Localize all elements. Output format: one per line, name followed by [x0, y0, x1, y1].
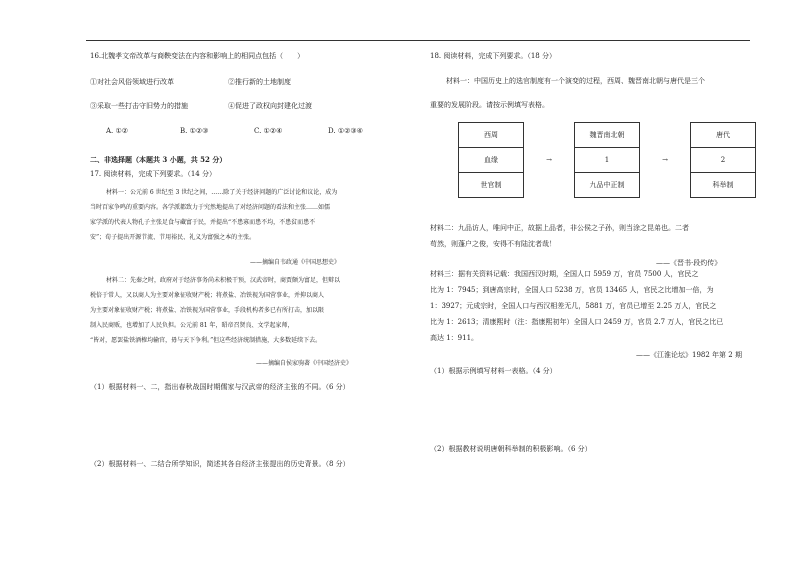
table-cell-nine-rank: 九品中正制: [575, 173, 640, 198]
q17-stem: 17. 阅读材料，完成下列要求。（14 分）: [90, 170, 216, 178]
q18-requirement-1: （1）根据示例填写材料一表格。（4 分）: [430, 367, 557, 375]
table-cell-blood: 血缘: [459, 148, 524, 173]
q16-choice-b[interactable]: B. ①②③: [180, 127, 209, 135]
table-header-tang: 唐代: [691, 123, 756, 148]
q17-material-1-line-3: 家学派的代表人物孔子主张足食与藏富于民，并提出“不患寡而患不均，不患贫而患不: [90, 219, 316, 226]
q16-option-3: ③采取一些打击守旧势力的措施: [90, 102, 188, 110]
q17-material-2-line-4: 制入民商贩，也增加了人民负担。公元前 81 年，昭帝召贤良、文学起家师，: [90, 322, 294, 329]
q18-stem: 18. 阅读材料，完成下列要求。（18 分）: [430, 52, 556, 60]
arrow-right-icon: →: [640, 148, 691, 173]
q17-material-2-line-1: 材料二：先秦之时，政府对于经济事务尚未积极干预，汉武帝时，商贾颇为富足，但辩以: [106, 277, 341, 284]
q16-option-2: ②推行新的土地制度: [228, 78, 291, 86]
q18-material-2-line-1: 材料二：九品访人，唯问中正，故据上品者，非公侯之子孙，则当涂之昆弟也。二者: [430, 224, 689, 232]
section-2-heading: 二、非选择题（本题共 3 小题，共 52 分）: [90, 155, 227, 164]
table-header-wei-jin: 魏晋南北朝: [575, 123, 640, 148]
q16-option-1: ①对社会风俗领域进行改革: [90, 78, 174, 86]
table-header-western-zhou: 西周: [459, 123, 524, 148]
page-top-rule: [86, 40, 750, 41]
q17-material-2-line-3: 为主要对象征收财产税；将煮盐、冶铁视为国营事业，手段机构者多已有所打击，加以限: [90, 307, 325, 314]
q17-material-1-source: ——摘编自韦政通《中国思想史》: [250, 259, 341, 266]
q17-material-2-line-2: 税倍于常人，又以商人为主要对象征收财产税；将煮盐、冶铁视为国营事业，并抑以商人: [90, 292, 325, 299]
q18-material-3-source: ——《江淮论坛》1982 年第 2 期: [636, 351, 742, 359]
q18-requirement-2: （2）根据教材说明唐朝科举制的积极影响。（6 分）: [430, 445, 592, 453]
q17-material-1-line-1: 材料一：公元前 6 世纪至 3 世纪之间，……除了关于经济问题的广泛讨论和议论，成为: [106, 189, 338, 196]
q18-material-1-line-2: 重要的发展阶段。请按示例填写表格。: [430, 101, 549, 109]
q16-stem: 16.北魏孝文帝改革与商鞅变法在内容和影响上的相同点包括（ ）: [90, 52, 305, 60]
q17-requirement-2: （2）根据材料一、二结合所学知识，简述其各自经济主张提出的历史背景。（8 分）: [90, 460, 350, 468]
q18-material-3-line-3: 1：3927；元成宗时，全国人口与西汉相差无几，5881 万，官员已增至 2.25 万人，官民之: [430, 302, 717, 310]
q16-choice-d[interactable]: D. ①②③④: [328, 127, 363, 135]
q17-material-2-source: ——摘编自侯家驹著《中国经济史》: [256, 360, 353, 367]
q16-option-4: ④促进了政权向封建化过渡: [228, 102, 312, 110]
table-blank-1[interactable]: 1: [575, 148, 640, 173]
q18-material-3-line-5: 高达 1：911。: [430, 334, 479, 342]
table-blank-2[interactable]: 2: [691, 148, 756, 173]
q18-material-1-line-1: 材料一：中国历史上的选官制度有一个演变的过程，西周、魏晋南北朝与唐代是三个: [446, 77, 705, 85]
q16-choice-a[interactable]: A. ①②: [106, 127, 129, 135]
q18-material-3-line-2: 比为 1：7945；到唐高宗时，全国人口 5238 万，官员 13465 人，官民之比增加一倍，为: [430, 286, 714, 294]
table-cell-hereditary-office: 世官制: [459, 173, 524, 198]
q17-requirement-1: （1）根据材料一、二，指出春秋战国时期儒家与汉武帝的经济主张的不同。（6 分）: [90, 383, 350, 391]
selection-system-table: [458, 122, 756, 198]
table-cell-imperial-exam: 科举制: [691, 173, 756, 198]
arrow-right-icon: →: [524, 148, 575, 173]
q17-material-1-line-4: 安”；荀子提出开源节流、节用裕民、礼义为富强之本的主张。: [90, 234, 256, 241]
q18-material-3-line-1: 材料三：据有关资料记载：我国西汉时期，全国人口 5959 万，官员 7500 人，官民之: [430, 270, 699, 278]
q17-material-1-line-2: 当时百家争鸣的重要内容。各学派都致力于究然地提出了对经济问题的看法和主张……如儒: [90, 204, 331, 211]
q18-material-2-line-2: 苟然，则蓬户之俊，安得不有陆沈者哉！: [430, 240, 556, 248]
q17-material-2-line-5: “皆对，愿罢盐铁酒榷均输官，毋与天下争利。”但这些经济统制措施，大多数延续下去。: [90, 337, 322, 344]
q18-material-2-source: ——《晋书·段灼传》: [656, 259, 722, 267]
q18-material-3-line-4: 比为 1：2613；清康熙时（注：指康熙初年）全国人口 2459 万，官员 2.7 万人，官民之比已: [430, 318, 724, 326]
q16-choice-c[interactable]: C. ①②④: [254, 127, 283, 135]
